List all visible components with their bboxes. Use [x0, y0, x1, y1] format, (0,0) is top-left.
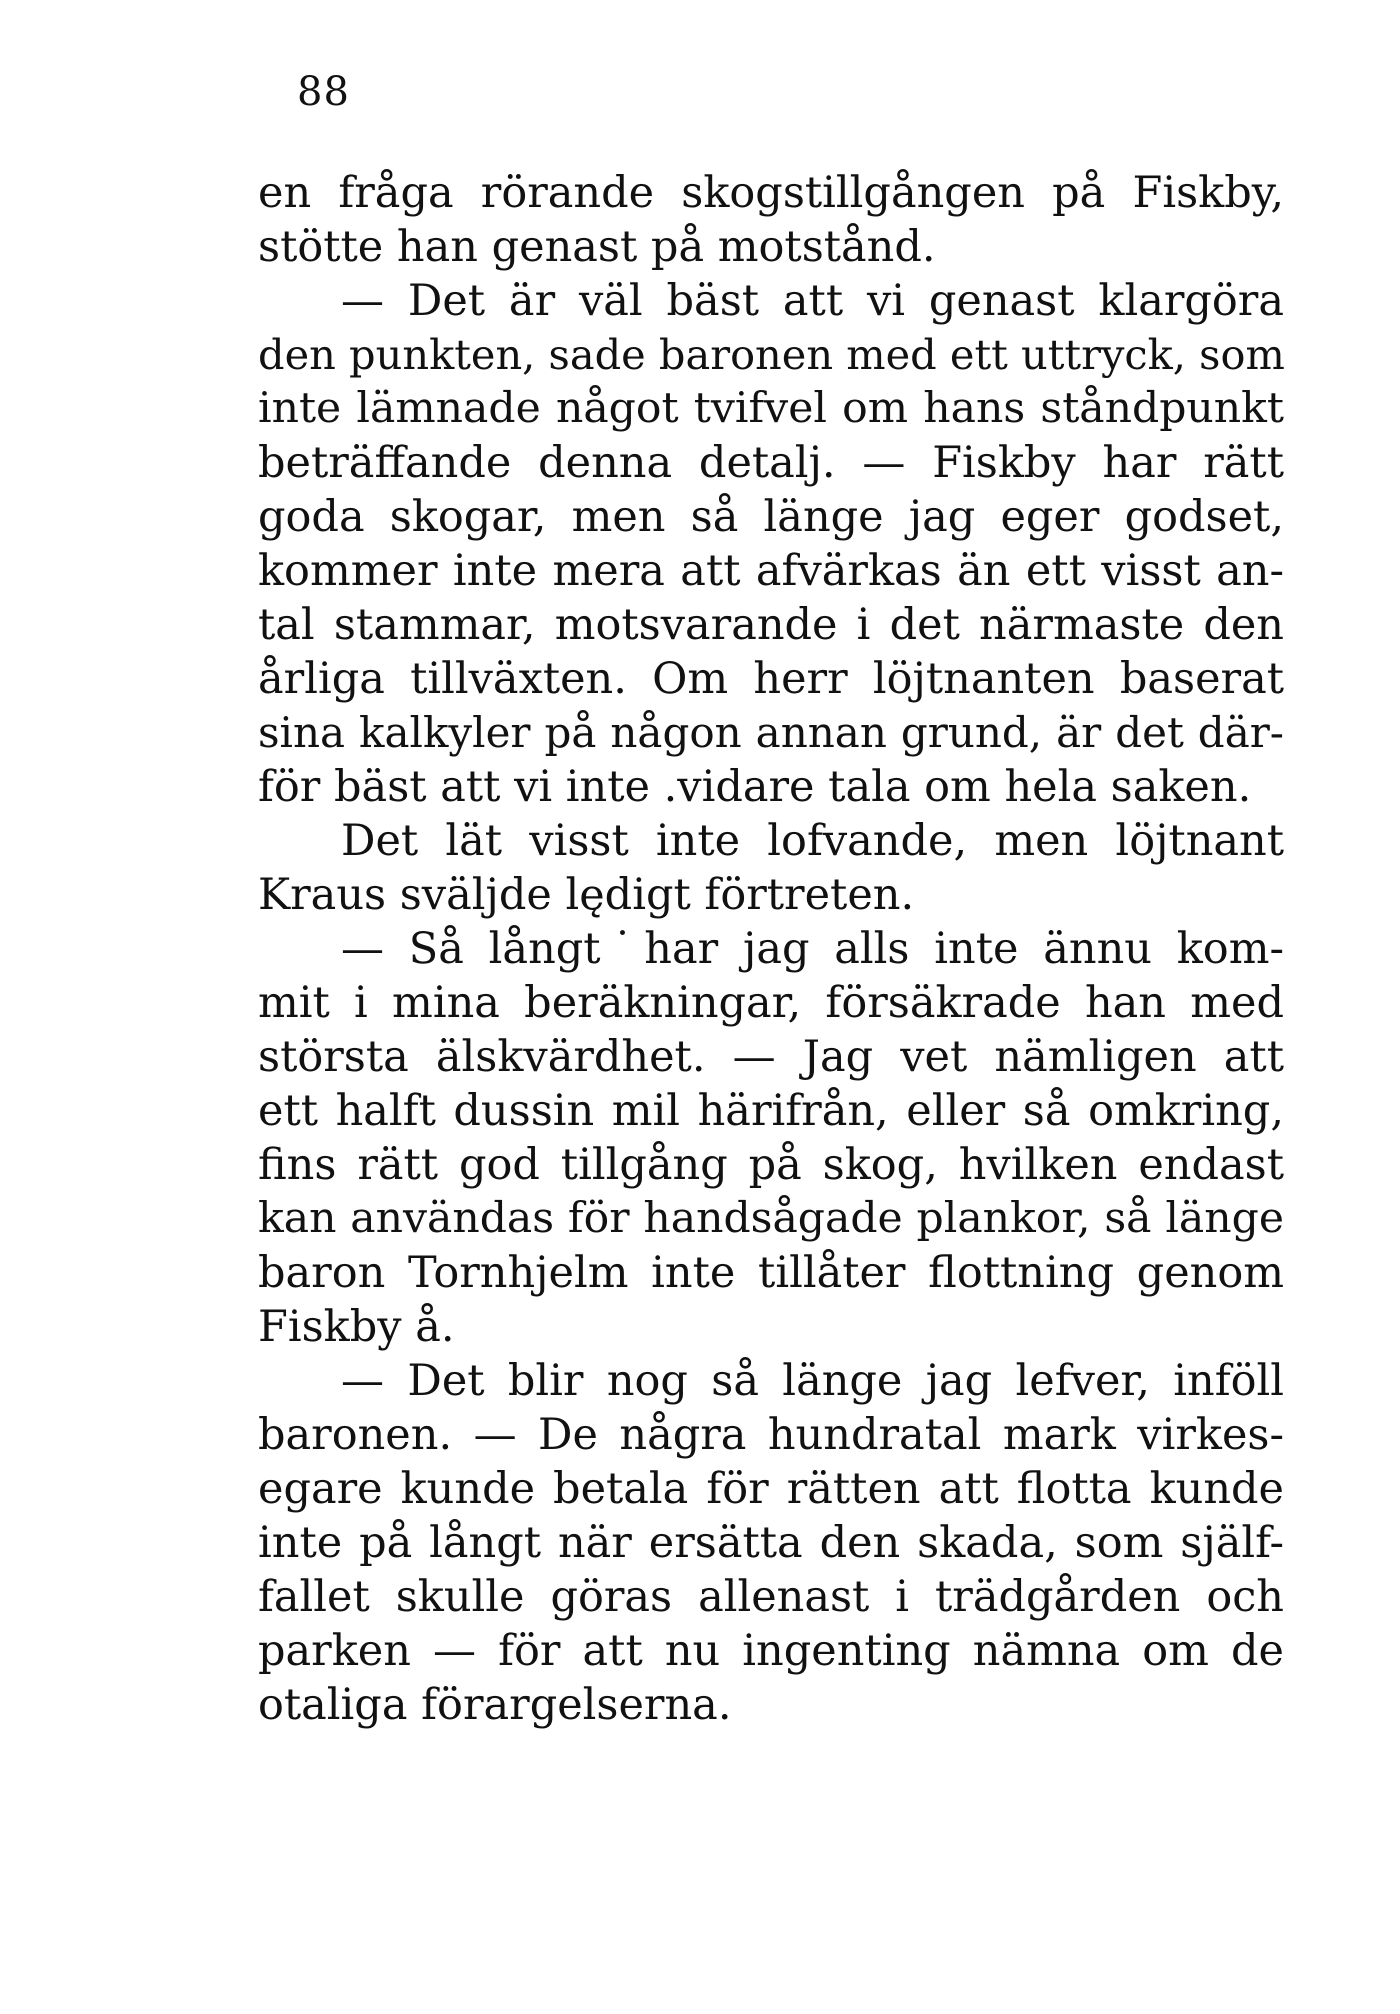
- text-line: — Så långt˙har jag alls inte ännu kom-: [341, 924, 1284, 974]
- text-line: sina kalkyler på någon annan grund, är det där-: [258, 708, 1284, 757]
- text-line: Det lät visst inte lofvande, men löjtnant: [341, 816, 1284, 866]
- text-line: den punkten, sade baronen med ett uttryck, som: [258, 330, 1285, 379]
- page-number: 88: [297, 69, 350, 115]
- text-line: fins rätt god tillgång på skog, hvilken endast: [258, 1140, 1284, 1190]
- text-line: inte på långt när ersätta den skada, som själf-: [258, 1518, 1284, 1568]
- text-line: stötte han genast på motstånd.: [258, 222, 936, 272]
- text-line: baron Tornhjelm inte tillåter flottning genom: [258, 1248, 1284, 1298]
- text-line: egare kunde betala för rätten att flotta kunde: [258, 1464, 1284, 1514]
- text-line: tal stammar, motsvarande i det närmaste den: [258, 600, 1284, 650]
- text-line: baronen. — De några hundratal mark virkes-: [258, 1410, 1284, 1460]
- body-text: [258, 166, 1284, 1732]
- text-line: ett halft dussin mil härifrån, eller så omkring,: [258, 1086, 1284, 1136]
- text-line: en fråga rörande skogstillgången på Fiskby,: [258, 168, 1284, 218]
- text-line: Fiskby å.: [258, 1302, 455, 1352]
- text-line: kommer inte mera att afvärkas än ett visst an-: [258, 546, 1284, 596]
- text-line: otaliga förargelserna.: [258, 1680, 732, 1730]
- text-line: största älskvärdhet. — Jag vet nämligen att: [258, 1032, 1284, 1082]
- text-line: beträffande denna detalj. — Fiskby har rätt: [258, 438, 1284, 488]
- text-line: — Det är väl bäst att vi genast klargöra: [341, 276, 1284, 326]
- text-line: fallet skulle göras allenast i trädgården och: [258, 1572, 1284, 1622]
- text-line: parken — för att nu ingenting nämna om de: [258, 1626, 1284, 1676]
- text-line: mit i mina beräkningar, försäkrade han med: [258, 978, 1284, 1028]
- text-line: för bäst att vi inte .vidare tala om hela saken.: [258, 762, 1252, 812]
- text-line: kan användas för handsågade plankor, så länge: [258, 1194, 1284, 1243]
- text-line: goda skogar, men så länge jag eger godset,: [258, 492, 1284, 542]
- text-line: inte lämnade något tvifvel om hans ståndpunkt: [258, 384, 1284, 433]
- text-line: årliga tillväxten. Om herr löjtnanten baserat: [258, 654, 1284, 704]
- text-line: Kraus sväljde lędigt förtreten.: [258, 870, 915, 920]
- text-line: — Det blir nog så länge jag lefver, inföll: [341, 1356, 1284, 1406]
